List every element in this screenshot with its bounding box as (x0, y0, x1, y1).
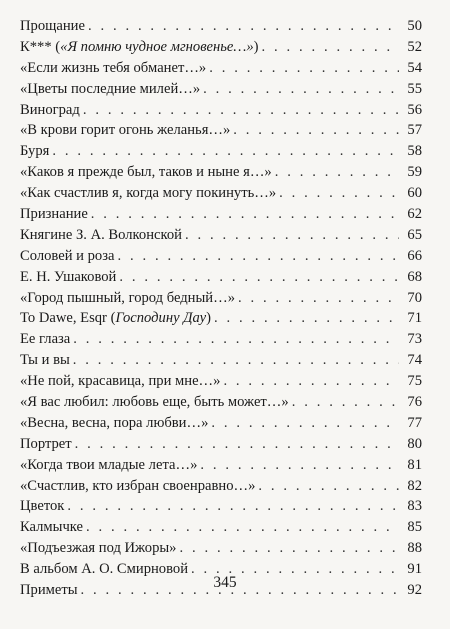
toc-entry (20, 329, 422, 350)
toc-entry (20, 392, 422, 413)
toc-entry (20, 496, 422, 517)
toc-entry-page: 66 (407, 247, 422, 264)
dot-leader (73, 329, 399, 350)
dot-leader (214, 308, 399, 329)
toc-entry-title: Цветок (20, 498, 65, 515)
dot-leader (179, 538, 399, 559)
toc-entry-title: Приметы (20, 582, 78, 599)
toc-entry (20, 476, 422, 497)
dot-leader (73, 350, 399, 371)
toc-entry (20, 413, 422, 434)
toc-entry-page: 54 (407, 59, 422, 76)
toc-entry-title: Виноград (20, 101, 80, 118)
toc-entry-title: К*** («Я помню чудное мгновенье…») (20, 38, 259, 55)
toc-entry-page: 73 (407, 331, 422, 348)
toc-entry-title: Ты и вы (20, 352, 70, 369)
dot-leader (75, 434, 399, 455)
toc-entry-title: «Не пой, красавица, при мне…» (20, 373, 221, 390)
dot-leader (292, 392, 399, 413)
toc-entry (20, 267, 422, 288)
dot-leader (238, 288, 399, 309)
toc-entry (20, 141, 422, 162)
toc-entry (20, 37, 422, 58)
toc-entry (20, 350, 422, 371)
toc-entry-title: Соловей и роза (20, 247, 115, 264)
toc-entry (20, 183, 422, 204)
page-number: 345 (213, 574, 237, 591)
toc-entry-page: 59 (407, 164, 422, 181)
toc-entry-page: 65 (407, 226, 422, 243)
toc-entry-title: «Я вас любил: любовь еще, быть может…» (20, 394, 289, 411)
dot-leader (211, 413, 399, 434)
toc-entry-title: «Счастлив, кто избран своенравно…» (20, 477, 256, 494)
dot-leader (67, 496, 399, 517)
toc-entry (20, 120, 422, 141)
toc-entry-page: 81 (407, 456, 422, 473)
toc-entry-title: «Весна, весна, пора любви…» (20, 414, 209, 431)
dot-leader (88, 16, 399, 37)
toc-entry-page: 76 (407, 394, 422, 411)
toc-entry (20, 204, 422, 225)
toc-entry-page: 74 (407, 352, 422, 369)
toc-entry-title: «Город пышный, город бедный…» (20, 289, 235, 306)
toc-entry (20, 100, 422, 121)
toc-entry-title: Ее глаза (20, 331, 71, 348)
toc-entry (20, 371, 422, 392)
dot-leader (83, 100, 399, 121)
dot-leader (275, 162, 399, 183)
toc-entry-page: 83 (407, 498, 422, 515)
toc-entry-page: 80 (407, 435, 422, 452)
toc-entry-page: 91 (407, 561, 422, 578)
toc-entry-page: 58 (407, 143, 422, 160)
toc-entry-page: 60 (407, 185, 422, 202)
toc-entry-title: Прощание (20, 18, 85, 34)
toc-entry (20, 162, 422, 183)
toc-entry-title: «Цветы последние милей…» (20, 80, 201, 97)
toc-entry (20, 538, 422, 559)
table-of-contents (20, 16, 422, 601)
toc-entry-page: 68 (407, 268, 422, 285)
dot-leader (258, 476, 399, 497)
dot-leader (209, 58, 399, 79)
dot-leader (223, 371, 399, 392)
toc-entry (20, 246, 422, 267)
toc-entry-title: Портрет (20, 435, 72, 452)
toc-entry-page: 85 (407, 519, 422, 536)
toc-entry-page: 50 (407, 18, 422, 34)
toc-entry-page: 82 (407, 477, 422, 494)
dot-leader (185, 225, 399, 246)
dot-leader (233, 120, 399, 141)
toc-entry-title: «Когда твои младые лета…» (20, 456, 198, 473)
toc-entry-page: 71 (407, 310, 422, 327)
toc-entry (20, 434, 422, 455)
toc-entry-title: Калмычке (20, 519, 84, 536)
dot-leader (262, 37, 399, 58)
dot-leader (117, 246, 399, 267)
dot-leader (200, 455, 399, 476)
toc-entry-page: 55 (407, 80, 422, 97)
dot-leader (91, 204, 399, 225)
toc-entry (20, 517, 422, 538)
toc-entry (20, 225, 422, 246)
toc-entry (20, 308, 422, 329)
dot-leader (203, 79, 399, 100)
toc-entry-page: 62 (407, 206, 422, 223)
toc-entry-title: Княгине З. А. Волконской (20, 226, 182, 243)
toc-entry (20, 58, 422, 79)
toc-entry-page: 52 (407, 38, 422, 55)
toc-entry-title: Признание (20, 206, 88, 223)
toc-entry-title: «Как счастлив я, когда могу покинуть…» (20, 185, 277, 202)
dot-leader (86, 517, 399, 538)
toc-entry-title: В альбом А. О. Смирновой (20, 561, 189, 578)
toc-entry-page: 57 (407, 122, 422, 139)
toc-entry-page: 56 (407, 101, 422, 118)
toc-entry-page: 70 (407, 289, 422, 306)
toc-entry-title: «Подъезжая под Ижоры» (20, 540, 177, 557)
toc-entry-title: Е. Н. Ушаковой (20, 268, 117, 285)
toc-entry (20, 79, 422, 100)
toc-entry-title: «В крови горит огонь желанья…» (20, 122, 231, 139)
toc-entry-title: «Каков я прежде был, таков и ныне я…» (20, 164, 272, 181)
toc-entry-title: Буря (20, 143, 50, 160)
dot-leader (119, 267, 399, 288)
toc-entry-title: To Dawe, Esqr (Господину Дау) (20, 310, 211, 327)
toc-entry (20, 16, 422, 37)
dot-leader (279, 183, 399, 204)
toc-entry (20, 455, 422, 476)
dot-leader (52, 141, 399, 162)
toc-entry-page: 75 (407, 373, 422, 390)
toc-entry-page: 77 (407, 414, 422, 431)
toc-entry-title: «Если жизнь тебя обманет…» (20, 59, 207, 76)
toc-entry (20, 288, 422, 309)
toc-entry-page: 88 (407, 540, 422, 557)
toc-entry-page: 92 (407, 582, 422, 599)
